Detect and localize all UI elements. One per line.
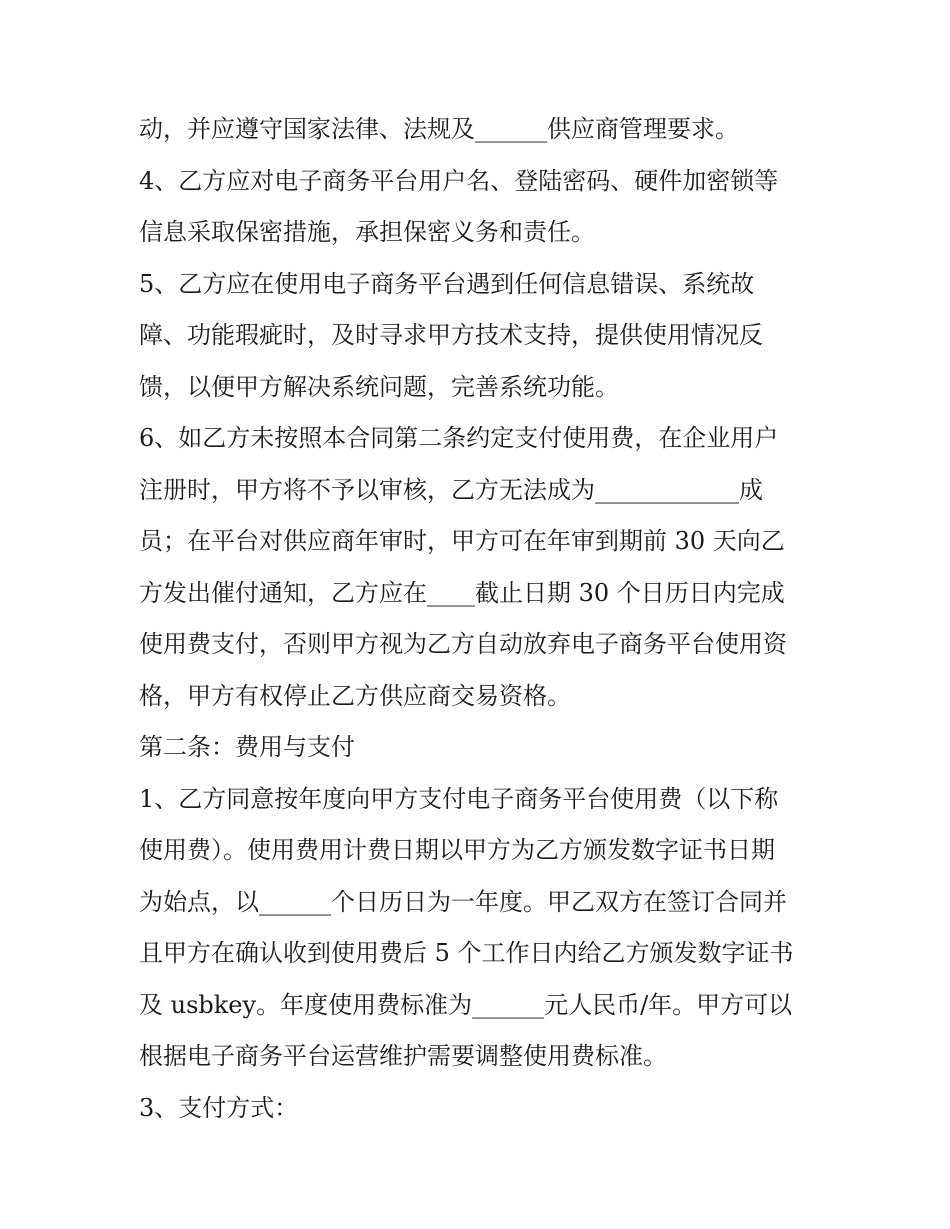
text-line: 方发出催付通知，乙方应在____截止日期 30 个日历日内完成 [139, 578, 785, 607]
document-body [139, 110, 839, 1140]
text-line: 且甲方在确认收到使用费后 5 个工作日内给乙方颁发数字证书 [139, 939, 794, 967]
text-line: 动，并应遵守国家法律、法规及______供应商管理要求。 [139, 115, 739, 143]
text-line: 4、乙方应对电子商务平台用户名、登陆密码、硬件加密锁等 [139, 166, 779, 195]
text-line: 使用费支付，否则甲方视为乙方自动放弃电子商务平台使用资 [139, 630, 787, 658]
text-line: 馈，以便甲方解决系统问题，完善系统功能。 [139, 372, 619, 401]
text-line: 格，甲方有权停止乙方供应商交易资格。 [139, 681, 571, 710]
text-line: 信息采取保密措施，承担保密义务和责任。 [139, 218, 595, 246]
text-line: 使用费）。使用费用计费日期以甲方为乙方颁发数字证书日期 [139, 836, 775, 864]
text-line: 1、乙方同意按年度向甲方支付电子商务平台使用费（以下称 [139, 784, 779, 813]
text-line: 障、功能瑕疵时，及时寻求甲方技术支持，提供使用情况反 [139, 321, 763, 349]
text-line: 6、如乙方未按照本合同第二条约定支付使用费，在企业用户 [139, 424, 779, 452]
text-line: 及 usbkey。年度使用费标准为______元人民币/年。甲方可以 [139, 990, 793, 1019]
section-heading: 第二条：费用与支付 [139, 733, 355, 761]
text-line: 员；在平台对供应商年审时，甲方可在年审到期前 30 天向乙 [139, 527, 785, 555]
text-line: 为始点，以______个日历日为一年度。甲乙双方在签订合同并 [139, 887, 787, 916]
text-line: 根据电子商务平台运营维护需要调整使用费标准。 [139, 1042, 667, 1070]
text-line: 3、支付方式： [139, 1093, 299, 1122]
text-line: 注册时，甲方将不予以审核，乙方无法成为____________成 [139, 475, 763, 504]
text-line: 5、乙方应在使用电子商务平台遇到任何信息错误、系统故 [139, 269, 755, 298]
